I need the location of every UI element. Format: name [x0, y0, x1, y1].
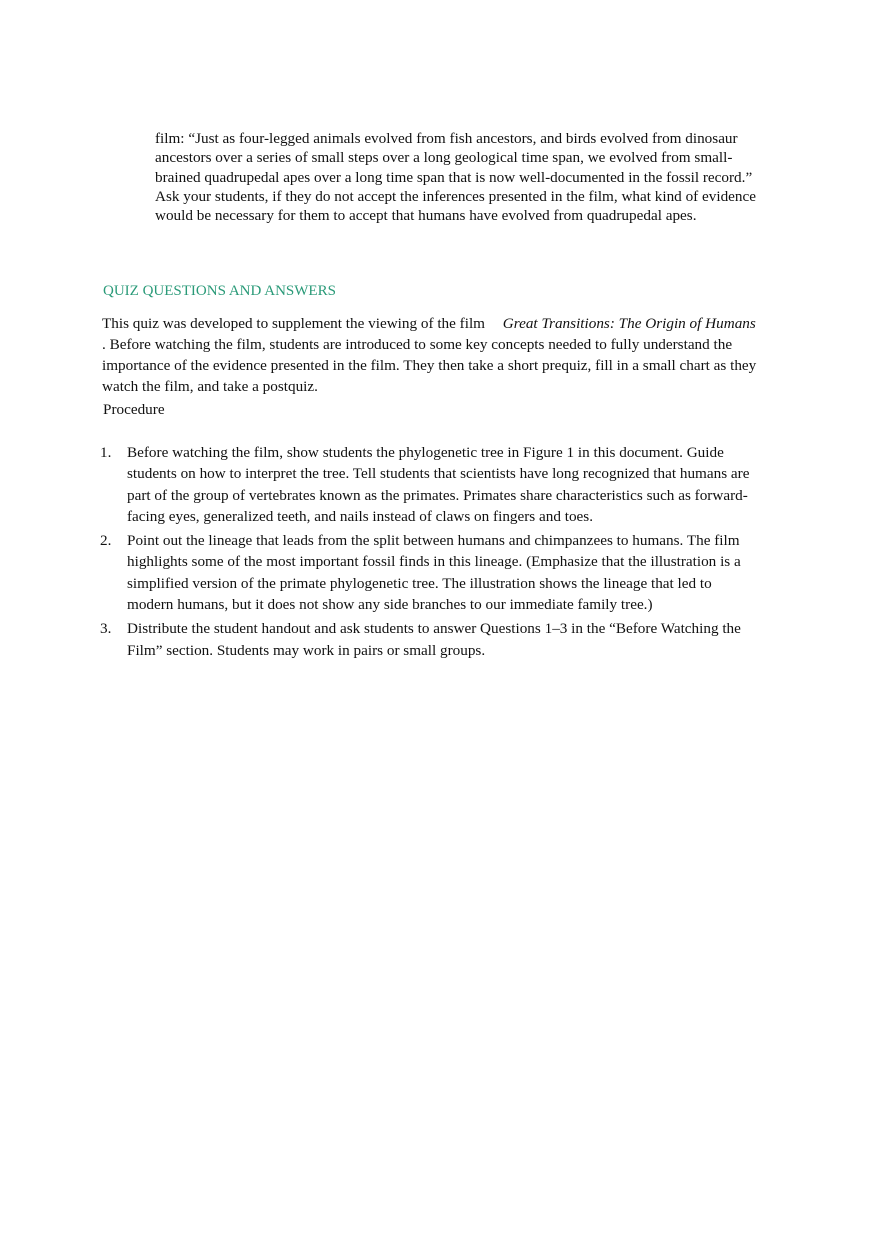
- intro-before-title: This quiz was developed to supplement the viewing of the film: [102, 315, 485, 332]
- procedure-steps: [100, 442, 760, 664]
- procedure-step: [100, 442, 760, 527]
- procedure-label: Procedure: [103, 401, 165, 418]
- step-text: Before watching the film, show students the phylogenetic tree in Figure 1 in this document. Guide students on how to interpret the tree. Tell students that scientists have long recognized that humans are part of the group of vertebrates known as the primates. Primates share characteristics such as forward-facing eyes, generalized teeth, and nails instead of claws on fingers and toes.: [127, 444, 750, 525]
- step-number: 3.: [100, 620, 112, 638]
- quote-paragraph: film: “Just as four-legged animals evolved from fish ancestors, and birds evolved from dinosaur ancestors over a series of small steps over a long geological time span, we evolved from small-brained quadrupedal apes over a long time span that is now well-documented in the fossil record.” Ask your students, if they do not accept the inferences presented in the film, what kind of evidence would be necessary for them to accept that humans have evolved from quadrupedal apes.: [155, 130, 756, 225]
- step-number: 1.: [100, 444, 112, 461]
- intro-paragraph: [102, 313, 762, 397]
- procedure-step: [100, 618, 760, 661]
- section-heading: QUIZ QUESTIONS AND ANSWERS: [103, 283, 336, 299]
- film-title: Great Transitions: The Origin of Humans: [502, 315, 756, 332]
- step-text: Point out the lineage that leads from the split between humans and chimpanzees to humans. The film highlights some of the most important fossil finds in this lineage. (Emphasize that the illustration is a simplified version of the primate phylogenetic tree. The illustration shows the lineage that led to modern humans, but it does not show any side branches to our immediate family tree.): [127, 532, 741, 614]
- step-number: 2.: [100, 532, 112, 550]
- procedure-step: [100, 530, 760, 615]
- step-text: Distribute the student handout and ask students to answer Questions 1–3 in the “Before Watching the Film” section. Students may work in pairs or small groups.: [127, 620, 741, 659]
- intro-after-title: . Before watching the film, students are introduced to some key concepts needed to fully understand the importance of the evidence presented in the film. They then take a short prequiz, fill in a small chart as they watch the film, and take a postquiz.: [102, 336, 757, 395]
